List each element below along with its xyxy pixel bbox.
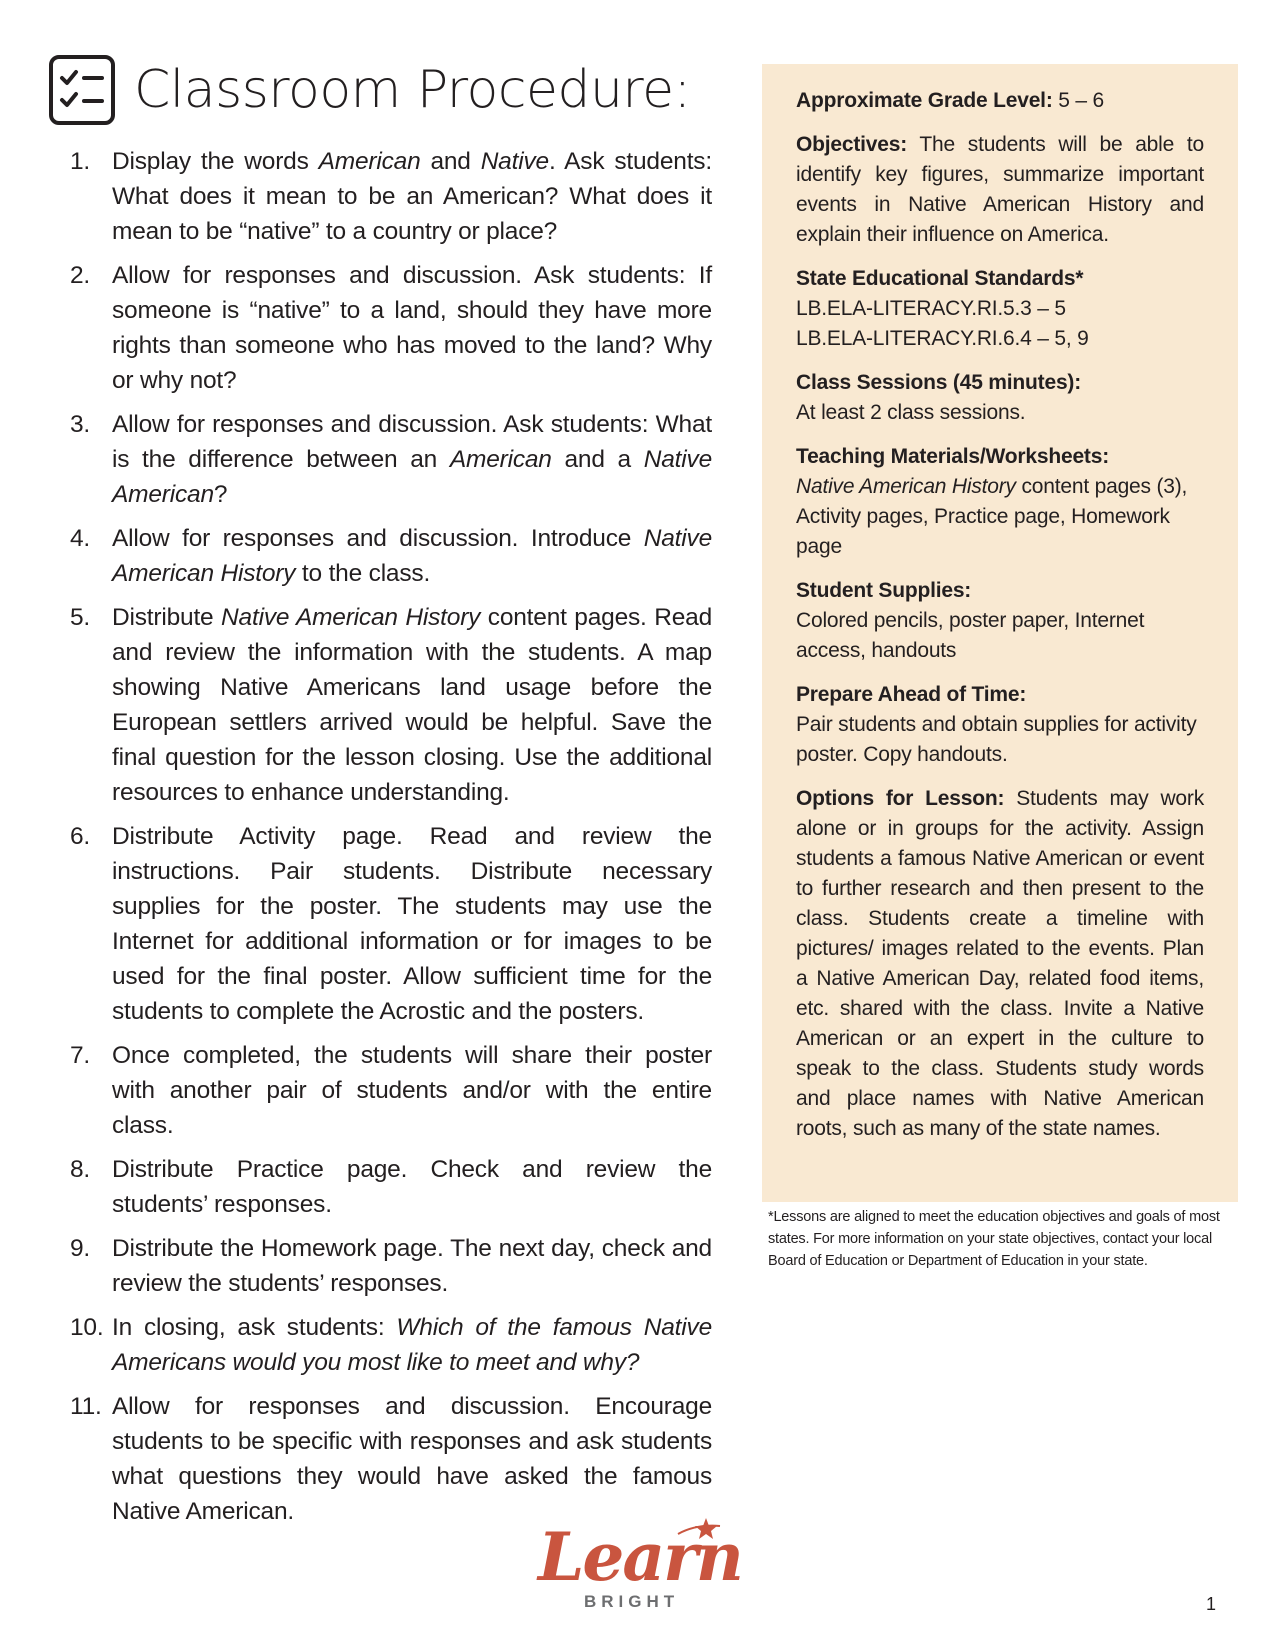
lesson-options: Options for Lesson: Students may work alone or in groups for the activity. Assign students a famous Native American or event to further research and then present to the class. Students create a timeline with pictures/ images related to the events. Plan a Native American Day, related food items, etc. shared with the class. Invite a Native American or an expert in the culture to speak to the class. Students study words and place names with Native American roots, such as many of the state names. <box>796 787 1204 1140</box>
procedure-step <box>70 819 712 1029</box>
procedure-step <box>70 1389 712 1529</box>
page-title: Classroom Procedure: <box>134 60 691 120</box>
step-text: Distribute Activity page. Read and review the instructions. Pair students. Distribute necessary supplies for the poster. The students may use the Internet for additional information or for images to be used for the final poster. Allow sufficient time for the students to complete the Acrostic and the posters. <box>112 823 712 1025</box>
step-number: 7. <box>70 1042 91 1069</box>
step-text: Distribute the Homework page. The next day, check and review the students’ responses. <box>112 1235 712 1297</box>
prepare-ahead: Prepare Ahead of Time: Pair students and obtain supplies for activity poster. Copy handouts. <box>796 683 1197 766</box>
procedure-step <box>70 407 712 512</box>
step-number: 4. <box>70 525 91 552</box>
student-supplies: Student Supplies: Colored pencils, poster paper, Internet access, handouts <box>796 579 1145 662</box>
step-text: Allow for responses and discussion. Ask students: If someone is “native” to a land, should they have more rights than someone who has moved to the land? Why or why not? <box>112 262 712 394</box>
procedure-step <box>70 144 712 249</box>
step-number: 6. <box>70 823 91 850</box>
step-number: 9. <box>70 1235 91 1262</box>
step-text: In closing, ask students: Which of the famous Native Americans would you most like to meet and why? <box>112 1314 712 1376</box>
state-standards: State Educational Standards* LB.ELA-LITERACY.RI.5.3 – 5 LB.ELA-LITERACY.RI.6.4 – 5, 9 <box>796 267 1089 350</box>
lesson-info-panel <box>762 64 1238 1202</box>
procedure-step <box>70 258 712 398</box>
step-number: 1. <box>70 148 91 175</box>
procedure-step <box>70 600 712 810</box>
step-text: Allow for responses and discussion. Introduce Native American History to the class. <box>112 525 712 587</box>
page-number: 1 <box>1206 1594 1217 1614</box>
procedure-step <box>70 1152 712 1222</box>
grade-level: Approximate Grade Level: 5 – 6 <box>796 89 1104 112</box>
procedure-step <box>70 1231 712 1301</box>
step-text: Allow for responses and discussion. Encourage students to be specific with responses and ask students what questions they would have asked the famous Native American. <box>112 1393 712 1525</box>
step-text: Distribute Native American History content pages. Read and review the information with the students. A map showing Native Americans land usage before the European settlers arrived would be helpful. Save the final question for the lesson closing. Use the additional resources to enhance understanding. <box>112 604 712 806</box>
step-text: Display the words American and Native. Ask students: What does it mean to be an American? What does it mean to be “native” to a country or place? <box>112 148 712 245</box>
class-sessions: Class Sessions (45 minutes): At least 2 class sessions. <box>796 371 1082 424</box>
step-number: 11. <box>70 1393 102 1420</box>
standards-footnote: *Lessons are aligned to meet the education objectives and goals of most states. For more information on your state objectives, contact your local Board of Education or Department of Education in your state. <box>768 1209 1220 1269</box>
step-number: 10. <box>70 1314 104 1341</box>
step-number: 2. <box>70 262 91 289</box>
learn-bright-logo <box>530 1518 740 1613</box>
step-text: Once completed, the students will share their poster with another pair of students and/or with the entire class. <box>112 1042 712 1139</box>
objectives: Objectives: The students will be able to identify key figures, summarize important events in Native American History and explain their influence on America. <box>796 133 1204 246</box>
procedure-step <box>70 521 712 591</box>
logo-wordmark: Learn <box>538 1518 742 1596</box>
procedure-list <box>70 144 712 1538</box>
step-number: 5. <box>70 604 91 631</box>
procedure-step <box>70 1038 712 1143</box>
step-number: 8. <box>70 1156 91 1183</box>
step-text: Allow for responses and discussion. Ask students: What is the difference between an American and a Native American? <box>112 411 712 508</box>
page-header <box>48 50 691 130</box>
procedure-step <box>70 1310 712 1380</box>
logo-subtitle: BRIGHT <box>584 1592 680 1611</box>
step-text: Distribute Practice page. Check and review the students’ responses. <box>112 1156 712 1218</box>
step-number: 3. <box>70 411 91 438</box>
checklist-icon <box>48 54 116 126</box>
teaching-materials: Teaching Materials/Worksheets: Native American History content pages (3), Activity pages, Practice page, Homework page <box>796 445 1188 558</box>
